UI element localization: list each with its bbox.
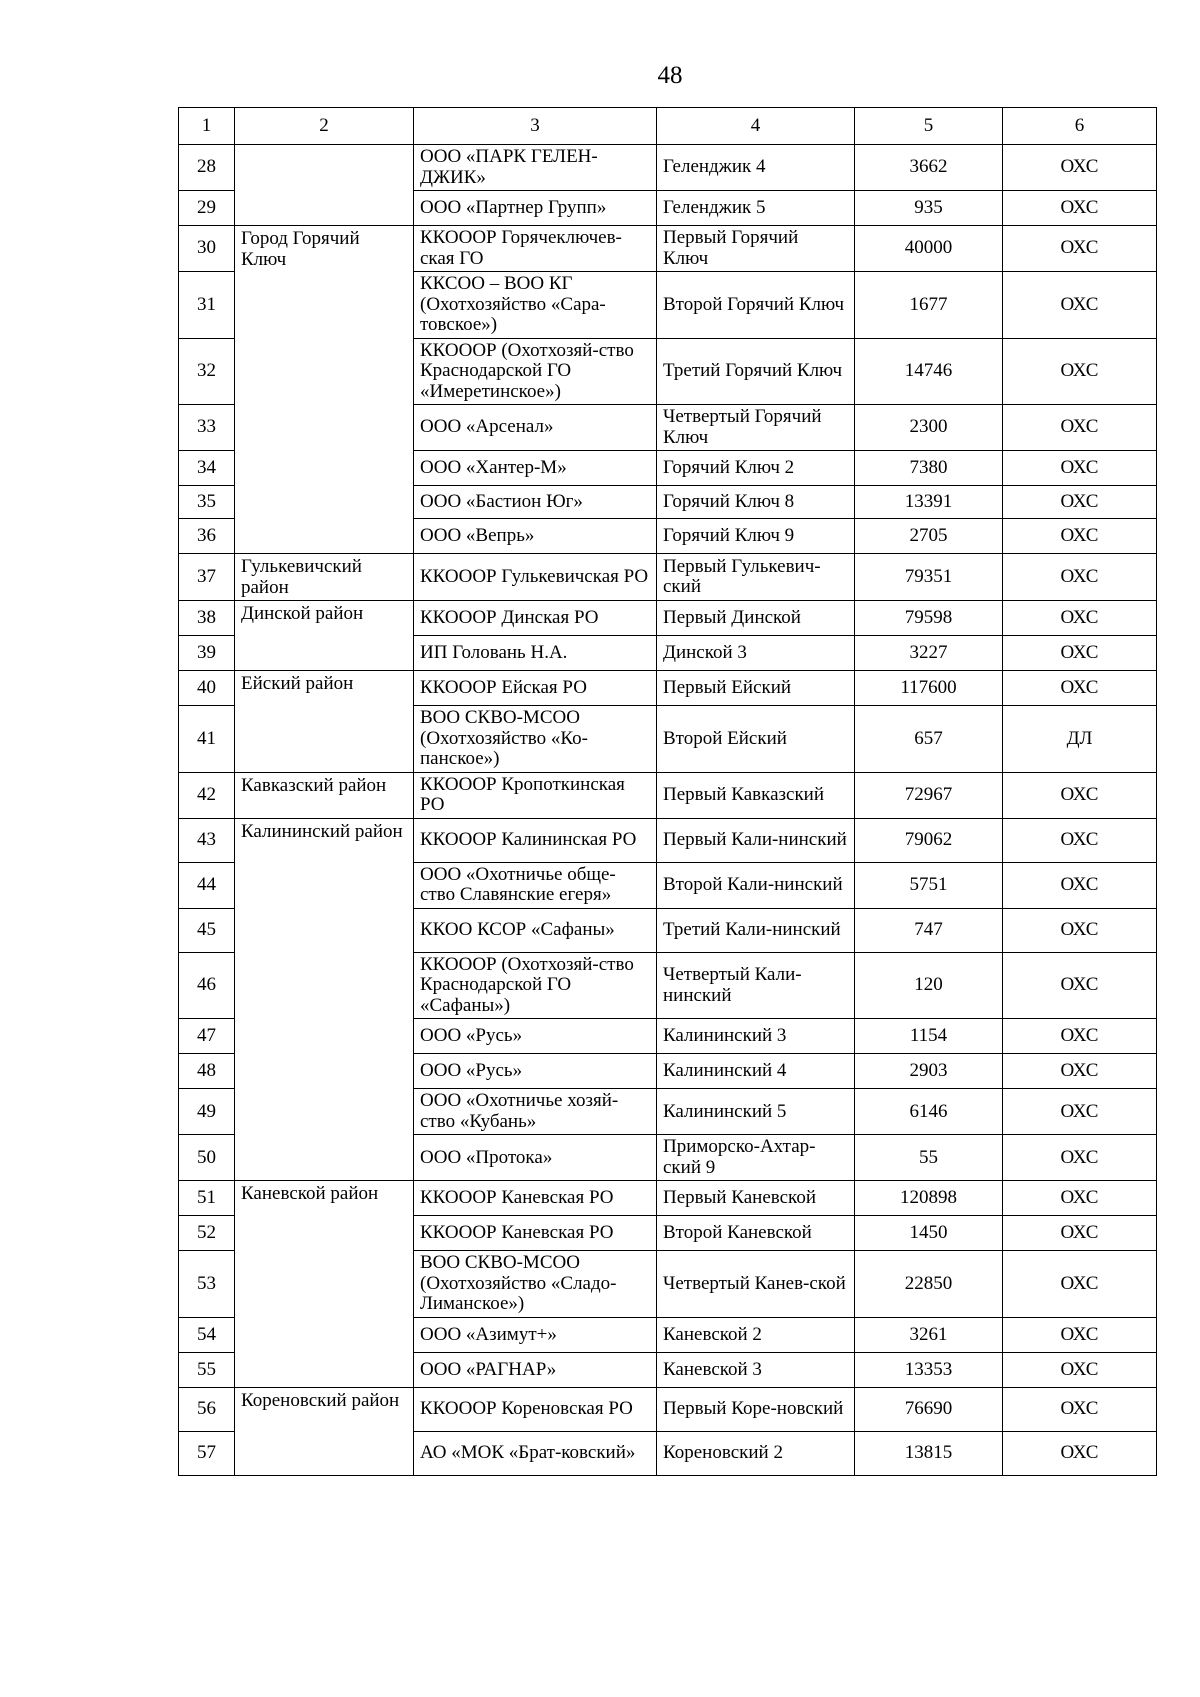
area-size-cell: 6146 — [855, 1089, 1003, 1135]
hunting-ground-cell: Первый Каневской — [657, 1181, 855, 1216]
district-cell: Гулькевичский район — [235, 554, 414, 601]
row-number-cell: 56 — [179, 1387, 235, 1431]
district-cell: Кавказский район — [235, 772, 414, 818]
hunting-ground-cell: Первый Кавказский — [657, 772, 855, 818]
row-number-cell: 43 — [179, 818, 235, 862]
ground-type-cell: ОХС — [1003, 908, 1157, 952]
area-size-cell: 79062 — [855, 818, 1003, 862]
area-size-cell: 7380 — [855, 451, 1003, 486]
area-size-cell: 13353 — [855, 1352, 1003, 1387]
organization-cell: ООО «Русь» — [414, 1054, 657, 1089]
organization-cell: ООО «ПАРК ГЕЛЕН-ДЖИК» — [414, 145, 657, 191]
area-size-cell: 40000 — [855, 226, 1003, 272]
area-size-cell: 76690 — [855, 1387, 1003, 1431]
district-cell: Динской район — [235, 601, 414, 671]
row-number-cell: 54 — [179, 1317, 235, 1352]
area-size-cell: 747 — [855, 908, 1003, 952]
row-number-cell: 51 — [179, 1181, 235, 1216]
table-row — [179, 1387, 1157, 1431]
area-size-cell: 117600 — [855, 671, 1003, 706]
row-number-cell: 44 — [179, 862, 235, 908]
row-number-cell: 29 — [179, 191, 235, 226]
hunting-ground-cell: Первый Коре-новский — [657, 1387, 855, 1431]
organization-cell: ВОО СКВО-МСОО (Охотхозяйство «Ко-панское») — [414, 706, 657, 773]
row-number-cell: 36 — [179, 519, 235, 554]
row-number-cell: 30 — [179, 226, 235, 272]
organization-cell: ИП Головань Н.А. — [414, 636, 657, 671]
ground-type-cell: ОХС — [1003, 601, 1157, 636]
area-size-cell: 1677 — [855, 272, 1003, 339]
hunting-ground-cell: Каневской 2 — [657, 1317, 855, 1352]
organization-cell: ООО «Партнер Групп» — [414, 191, 657, 226]
hunting-ground-cell: Первый Гулькевич-ский — [657, 554, 855, 601]
column-header: 1 — [179, 108, 235, 145]
organization-cell: ООО «РАГНАР» — [414, 1352, 657, 1387]
table-row — [179, 772, 1157, 818]
organization-cell: ККОООР Горячеключев-ская ГО — [414, 226, 657, 272]
ground-type-cell: ОХС — [1003, 1352, 1157, 1387]
organization-cell: ККОООР Кропоткинская РО — [414, 772, 657, 818]
row-number-cell: 35 — [179, 486, 235, 519]
row-number-cell: 31 — [179, 272, 235, 339]
ground-type-cell: ОХС — [1003, 1431, 1157, 1475]
area-size-cell: 657 — [855, 706, 1003, 773]
area-size-cell: 2300 — [855, 405, 1003, 451]
district-cell: Кореновский район — [235, 1387, 414, 1475]
organization-cell: ООО «Протока» — [414, 1135, 657, 1181]
organization-cell: ККОООР Калининская РО — [414, 818, 657, 862]
ground-type-cell: ДЛ — [1003, 706, 1157, 773]
ground-type-cell: ОХС — [1003, 554, 1157, 601]
organization-cell: ВОО СКВО-МСОО (Охотхозяйство «Сладо-Лиманское») — [414, 1251, 657, 1318]
area-size-cell: 72967 — [855, 772, 1003, 818]
ground-type-cell: ОХС — [1003, 191, 1157, 226]
table-row — [179, 226, 1157, 272]
row-number-cell: 33 — [179, 405, 235, 451]
hunting-ground-cell: Первый Ейский — [657, 671, 855, 706]
organization-cell: ООО «Вепрь» — [414, 519, 657, 554]
organization-cell: ООО «Арсенал» — [414, 405, 657, 451]
organization-cell: ККОО КСОР «Сафаны» — [414, 908, 657, 952]
hunting-ground-cell: Динской 3 — [657, 636, 855, 671]
area-size-cell: 120 — [855, 952, 1003, 1019]
column-header: 2 — [235, 108, 414, 145]
organization-cell: ККОООР Гулькевичская РО — [414, 554, 657, 601]
table-row — [179, 145, 1157, 191]
hunting-ground-cell: Четвертый Горячий Ключ — [657, 405, 855, 451]
area-size-cell: 3261 — [855, 1317, 1003, 1352]
ground-type-cell: ОХС — [1003, 1317, 1157, 1352]
hunting-ground-cell: Горячий Ключ 8 — [657, 486, 855, 519]
hunting-ground-cell: Третий Горячий Ключ — [657, 338, 855, 405]
area-size-cell: 3227 — [855, 636, 1003, 671]
organization-cell: ООО «Хантер-М» — [414, 451, 657, 486]
hunting-ground-cell: Первый Динской — [657, 601, 855, 636]
table-row — [179, 671, 1157, 706]
hunting-ground-cell: Первый Горячий Ключ — [657, 226, 855, 272]
ground-type-cell: ОХС — [1003, 1019, 1157, 1054]
area-size-cell: 1154 — [855, 1019, 1003, 1054]
hunting-ground-cell: Второй Ейский — [657, 706, 855, 773]
row-number-cell: 57 — [179, 1431, 235, 1475]
organization-cell: ООО «Русь» — [414, 1019, 657, 1054]
row-number-cell: 34 — [179, 451, 235, 486]
hunting-ground-cell: Калининский 5 — [657, 1089, 855, 1135]
organization-cell: ООО «Охотничье хозяй-ство «Кубань» — [414, 1089, 657, 1135]
ground-type-cell: ОХС — [1003, 772, 1157, 818]
hunting-ground-cell: Третий Кали-нинский — [657, 908, 855, 952]
hunting-ground-cell: Горячий Ключ 2 — [657, 451, 855, 486]
hunting-ground-cell: Четвертый Канев-ской — [657, 1251, 855, 1318]
ground-type-cell: ОХС — [1003, 671, 1157, 706]
ground-type-cell: ОХС — [1003, 486, 1157, 519]
column-header: 4 — [657, 108, 855, 145]
row-number-cell: 52 — [179, 1216, 235, 1251]
organization-cell: ККОООР (Охотхозяй-ство Краснодарской ГО «Имеретинское») — [414, 338, 657, 405]
ground-type-cell: ОХС — [1003, 1387, 1157, 1431]
table-row — [179, 818, 1157, 862]
hunting-ground-cell: Второй Горячий Ключ — [657, 272, 855, 339]
hunting-ground-cell: Каневской 3 — [657, 1352, 855, 1387]
row-number-cell: 32 — [179, 338, 235, 405]
district-cell: Калининский район — [235, 818, 414, 1181]
hunting-ground-cell: Кореновский 2 — [657, 1431, 855, 1475]
ground-type-cell: ОХС — [1003, 862, 1157, 908]
column-header: 6 — [1003, 108, 1157, 145]
district-cell: Город Горячий Ключ — [235, 226, 414, 554]
ground-type-cell: ОХС — [1003, 636, 1157, 671]
row-number-cell: 38 — [179, 601, 235, 636]
ground-type-cell: ОХС — [1003, 1216, 1157, 1251]
table-row — [179, 1181, 1157, 1216]
area-size-cell: 79598 — [855, 601, 1003, 636]
district-cell: Каневской район — [235, 1181, 414, 1388]
area-size-cell: 55 — [855, 1135, 1003, 1181]
district-cell — [235, 145, 414, 226]
row-number-cell: 53 — [179, 1251, 235, 1318]
ground-type-cell: ОХС — [1003, 451, 1157, 486]
area-size-cell: 5751 — [855, 862, 1003, 908]
ground-type-cell: ОХС — [1003, 1089, 1157, 1135]
ground-type-cell: ОХС — [1003, 405, 1157, 451]
ground-type-cell: ОХС — [1003, 272, 1157, 339]
ground-type-cell: ОХС — [1003, 145, 1157, 191]
hunting-ground-cell: Первый Кали-нинский — [657, 818, 855, 862]
area-size-cell: 79351 — [855, 554, 1003, 601]
area-size-cell: 2705 — [855, 519, 1003, 554]
row-number-cell: 55 — [179, 1352, 235, 1387]
table-row — [179, 554, 1157, 601]
ground-type-cell: ОХС — [1003, 519, 1157, 554]
district-cell: Ейский район — [235, 671, 414, 773]
ground-type-cell: ОХС — [1003, 338, 1157, 405]
table-header-row — [179, 108, 1157, 145]
table-row — [179, 601, 1157, 636]
ground-type-cell: ОХС — [1003, 1054, 1157, 1089]
area-size-cell: 13815 — [855, 1431, 1003, 1475]
organization-cell: ККОООР Кореновская РО — [414, 1387, 657, 1431]
area-size-cell: 935 — [855, 191, 1003, 226]
ground-type-cell: ОХС — [1003, 818, 1157, 862]
organization-cell: ООО «Бастион Юг» — [414, 486, 657, 519]
organization-cell: АО «МОК «Брат-ковский» — [414, 1431, 657, 1475]
organization-cell: ККСОО – ВОО КГ (Охотхозяйство «Сара-товское») — [414, 272, 657, 339]
column-header: 5 — [855, 108, 1003, 145]
hunting-ground-cell: Приморско-Ахтар-ский 9 — [657, 1135, 855, 1181]
organization-cell: ККОООР Каневская РО — [414, 1181, 657, 1216]
row-number-cell: 47 — [179, 1019, 235, 1054]
ground-type-cell: ОХС — [1003, 1181, 1157, 1216]
row-number-cell: 50 — [179, 1135, 235, 1181]
row-number-cell: 42 — [179, 772, 235, 818]
column-header: 3 — [414, 108, 657, 145]
area-size-cell: 1450 — [855, 1216, 1003, 1251]
row-number-cell: 41 — [179, 706, 235, 773]
row-number-cell: 46 — [179, 952, 235, 1019]
area-size-cell: 22850 — [855, 1251, 1003, 1318]
area-size-cell: 13391 — [855, 486, 1003, 519]
hunting-grounds-table — [178, 107, 1157, 1476]
row-number-cell: 28 — [179, 145, 235, 191]
area-size-cell: 14746 — [855, 338, 1003, 405]
organization-cell: ККОООР Ейская РО — [414, 671, 657, 706]
area-size-cell: 2903 — [855, 1054, 1003, 1089]
area-size-cell: 120898 — [855, 1181, 1003, 1216]
row-number-cell: 37 — [179, 554, 235, 601]
hunting-ground-cell: Калининский 4 — [657, 1054, 855, 1089]
row-number-cell: 45 — [179, 908, 235, 952]
organization-cell: ККОООР Каневская РО — [414, 1216, 657, 1251]
ground-type-cell: ОХС — [1003, 1251, 1157, 1318]
page-number: 48 — [657, 62, 683, 89]
hunting-ground-cell: Калининский 3 — [657, 1019, 855, 1054]
hunting-ground-cell: Геленджик 4 — [657, 145, 855, 191]
ground-type-cell: ОХС — [1003, 1135, 1157, 1181]
organization-cell: ККОООР Динская РО — [414, 601, 657, 636]
hunting-ground-cell: Геленджик 5 — [657, 191, 855, 226]
hunting-ground-cell: Второй Кали-нинский — [657, 862, 855, 908]
hunting-ground-cell: Четвертый Кали-нинский — [657, 952, 855, 1019]
row-number-cell: 49 — [179, 1089, 235, 1135]
hunting-ground-cell: Горячий Ключ 9 — [657, 519, 855, 554]
organization-cell: ООО «Охотничье обще-ство Славянские егеря» — [414, 862, 657, 908]
row-number-cell: 40 — [179, 671, 235, 706]
ground-type-cell: ОХС — [1003, 226, 1157, 272]
organization-cell: ККОООР (Охотхозяй-ство Краснодарской ГО «Сафаны») — [414, 952, 657, 1019]
row-number-cell: 39 — [179, 636, 235, 671]
area-size-cell: 3662 — [855, 145, 1003, 191]
organization-cell: ООО «Азимут+» — [414, 1317, 657, 1352]
row-number-cell: 48 — [179, 1054, 235, 1089]
hunting-ground-cell: Второй Каневской — [657, 1216, 855, 1251]
ground-type-cell: ОХС — [1003, 952, 1157, 1019]
